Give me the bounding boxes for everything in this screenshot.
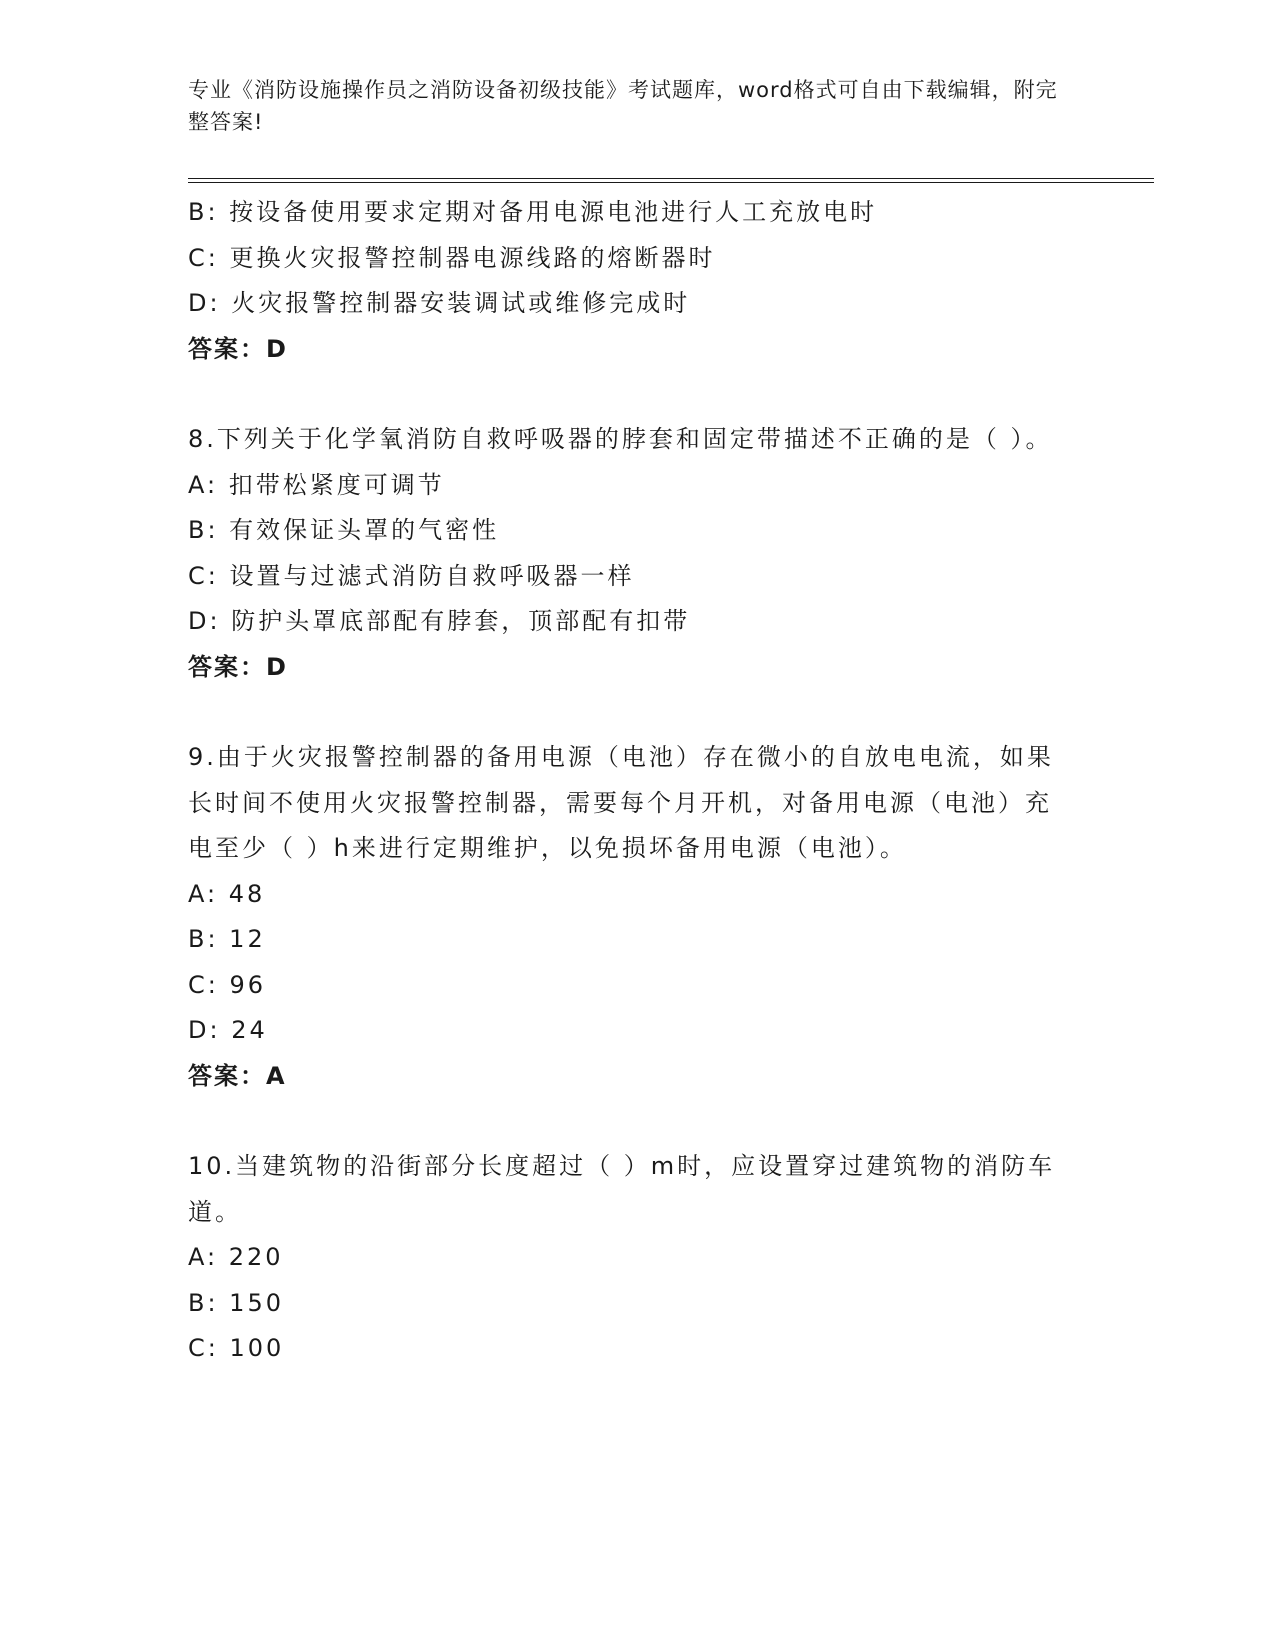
document-header: 专业《消防设施操作员之消防设备初级技能》考试题库，word格式可自由下载编辑，附完整答案! — [188, 78, 1058, 134]
answer: 答案：D — [188, 652, 288, 681]
header-rule-bottom — [188, 182, 1154, 183]
answer: 答案：A — [188, 1061, 287, 1090]
question-stem: 8.下列关于化学氧消防自救呼吸器的脖套和固定带描述不正确的是（ ）。 — [188, 425, 1053, 453]
header-rule-top — [188, 178, 1154, 179]
option-b: B: 12 — [188, 925, 266, 953]
option-d: D: 火灾报警控制器安装调试或维修完成时 — [188, 289, 691, 317]
answer: 答案：D — [188, 334, 288, 363]
question-9 — [188, 735, 1068, 1099]
spacer — [188, 690, 1068, 735]
spacer — [188, 372, 1068, 417]
question-stem: 9.由于火灾报警控制器的备用电源（电池）存在微小的自放电电流，如果长时间不使用火灾报警控制器，需要每个月开机，对备用电源（电池）充电至少（ ）h来进行定期维护，以免损坏备用电源（电池）。 — [188, 743, 1054, 862]
option-b: B: 有效保证头罩的气密性 — [188, 516, 500, 544]
option-b: B: 150 — [188, 1288, 284, 1317]
option-d: D: 防护头罩底部配有脖套，顶部配有扣带 — [188, 607, 691, 635]
option-b: B: 按设备使用要求定期对备用电源电池进行人工充放电时 — [188, 198, 878, 226]
option-a: A: 48 — [188, 879, 266, 908]
question-8 — [188, 417, 1068, 690]
question-content — [188, 190, 1068, 1372]
option-a: A: 扣带松紧度可调节 — [188, 470, 445, 499]
question-stem: 10.当建筑物的沿街部分长度超过（ ）m时，应设置穿过建筑物的消防车道。 — [188, 1152, 1056, 1226]
option-a: A: 220 — [188, 1243, 284, 1271]
option-c: C: 96 — [188, 970, 267, 999]
question-7 — [188, 190, 1068, 372]
spacer — [188, 1099, 1068, 1144]
option-c: C: 100 — [188, 1334, 285, 1362]
option-d: D: 24 — [188, 1016, 268, 1044]
option-c: C: 更换火灾报警控制器电源线路的熔断器时 — [188, 243, 716, 272]
question-10 — [188, 1144, 1068, 1372]
option-c: C: 设置与过滤式消防自救呼吸器一样 — [188, 561, 635, 590]
